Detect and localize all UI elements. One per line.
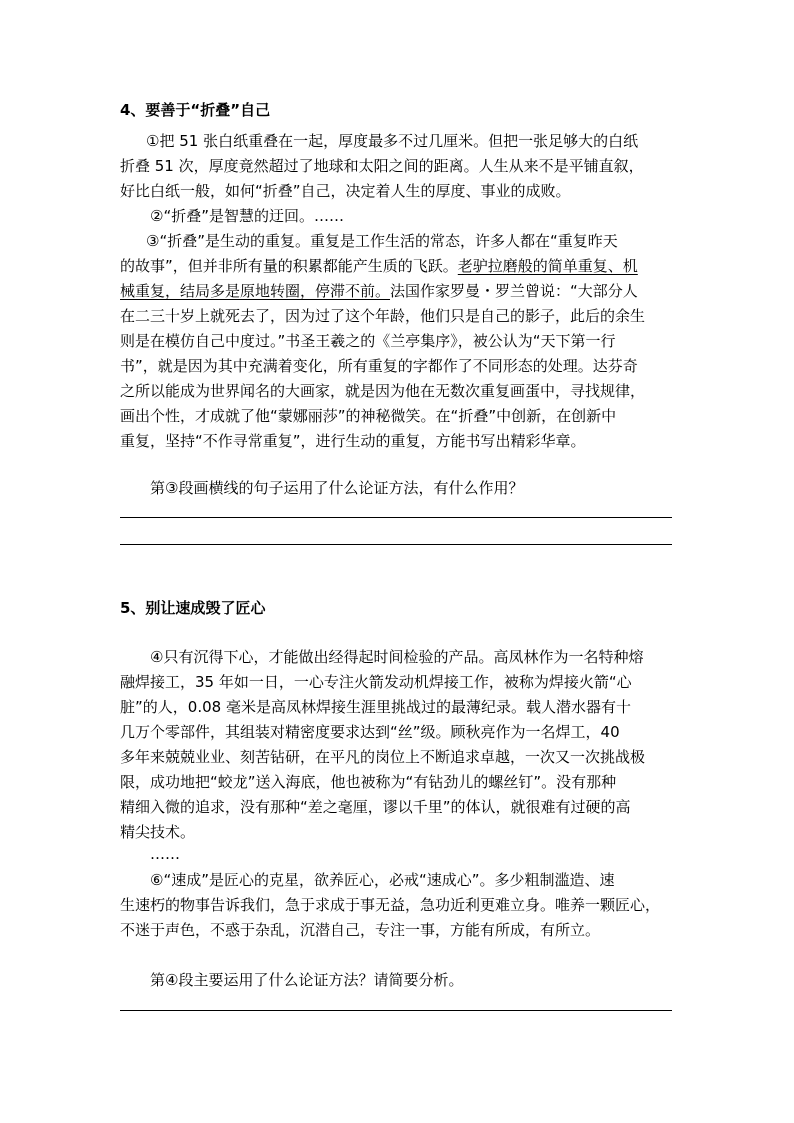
answer-line[interactable] xyxy=(120,1010,672,1011)
section-4-title: 4、要善于“折叠”自己 xyxy=(120,101,271,119)
paragraph-6-cont xyxy=(120,893,680,943)
plain-text: 法国作家罗曼・罗兰曾说：“大部分人 xyxy=(390,282,638,300)
paragraph-line: 生速朽的物事告诉我们，急于求成于事无益，急功近利更难立身。唯养一颗匠心， xyxy=(120,896,661,914)
paragraph-line: 脏”的人，0.08 毫米是高凤林焊接生涯里挑战过的最薄纪录。载人潜水器有十 xyxy=(120,698,631,716)
paragraph-line: ⑥“速成”是匠心的克星，欲养匠心，必戒“速成心”。多少粗制滥造、速 xyxy=(150,871,615,889)
paragraph-line: 之所以能成为世界闻名的大画家，就是因为他在无数次重复画蛋中，寻找规律， xyxy=(120,382,646,400)
paragraph-line: 多年来兢兢业业、刻苦钻研，在平凡的岗位上不断追求卓越，一次又一次挑战极 xyxy=(120,748,646,766)
ellipsis xyxy=(150,842,710,867)
paragraph-line: 精尖技术。 xyxy=(120,823,196,841)
paragraph-line: 折叠 51 次，厚度竟然超过了地球和太阳之间的距离。人生从来不是平铺直叙， xyxy=(120,157,644,175)
paragraph-line: 精细入微的追求，没有那种“差之毫厘，谬以千里”的体认，就很难有过硬的高 xyxy=(120,798,631,816)
section-5-title: 5、别让速成毁了匠心 xyxy=(120,599,266,617)
paragraph-line: 画出个性，才成就了他“蒙娜丽莎”的神秘微笑。在“折叠”中创新，在创新中 xyxy=(120,407,617,425)
paragraph-line: ④只有沉得下心，才能做出经得起时间检验的产品。高凤林作为一名特种熔 xyxy=(150,648,644,666)
paragraph-line: ②“折叠”是智慧的迂回。…… xyxy=(150,207,344,225)
paragraph-line: 重复，坚持“不作寻常重复”，进行生动的重复，方能书写出精彩华章。 xyxy=(120,432,586,450)
plain-text: 的故事”，但并非所有量的积累都能产生质的飞跃。 xyxy=(120,257,458,275)
answer-line[interactable] xyxy=(120,544,672,545)
paragraph-line: 则是在模仿自己中度过。”书圣王羲之的《兰亭集序》，被公认为“天下第一行 xyxy=(120,332,616,350)
ellipsis-line: …… xyxy=(150,845,180,863)
paragraph-line: ③“折叠”是生动的重复。重复是工作生活的常态，许多人都在“重复昨天 xyxy=(146,232,618,250)
paragraph-line: 好比白纸一般，如何“折叠”自己，决定着人生的厚度、事业的成败。 xyxy=(120,182,571,200)
paragraph-3 xyxy=(146,229,706,254)
answer-line[interactable] xyxy=(120,517,672,518)
paragraph-line: 限，成功地把“蛟龙”送入海底，他也被称为“有钻劲儿的螺丝钉”。没有那种 xyxy=(120,773,617,791)
paragraph-line: 书”，就是因为其中充满着变化，所有重复的字都作了不同形态的处理。达芬奇 xyxy=(120,357,638,375)
paragraph-line: 融焊接工，35 年如一日，一心专注火箭发动机焊接工作，被称为焊接火箭“心 xyxy=(120,673,632,691)
underlined-sentence: 老驴拉磨般的简单重复、机 xyxy=(457,257,638,275)
paragraph-line xyxy=(120,279,680,304)
paragraph-2 xyxy=(150,204,710,229)
paragraph-4 xyxy=(150,645,710,670)
paragraph-1-cont xyxy=(120,154,680,204)
underlined-sentence: 械重复，结局多是原地转圈，停滞不前。 xyxy=(120,282,391,300)
paragraph-1 xyxy=(146,129,706,154)
paragraph-line: 不迷于声色，不惑于杂乱，沉潜自己，专注一事，方能有所成，有所立。 xyxy=(120,921,601,939)
paragraph-3-cont xyxy=(120,254,680,454)
paragraph-6 xyxy=(150,868,710,893)
paragraph-line xyxy=(120,254,680,279)
question-5: 第④段主要运用了什么论证方法？请简要分析。 xyxy=(150,971,464,989)
question-4: 第③段画横线的句子运用了什么论证方法，有什么作用？ xyxy=(150,479,524,497)
paragraph-line: 几万个零部件，其组装对精密度要求达到“丝”级。顾秋亮作为一名焊工，40 xyxy=(120,723,620,741)
paragraph-4-cont xyxy=(120,670,680,845)
paragraph-line: 在二三十岁上就死去了，因为过了这个年龄，他们只是自己的影子，此后的余生 xyxy=(120,307,646,325)
paragraph-line: ①把 51 张白纸重叠在一起，厚度最多不过几厘米。但把一张足够大的白纸 xyxy=(146,132,639,150)
